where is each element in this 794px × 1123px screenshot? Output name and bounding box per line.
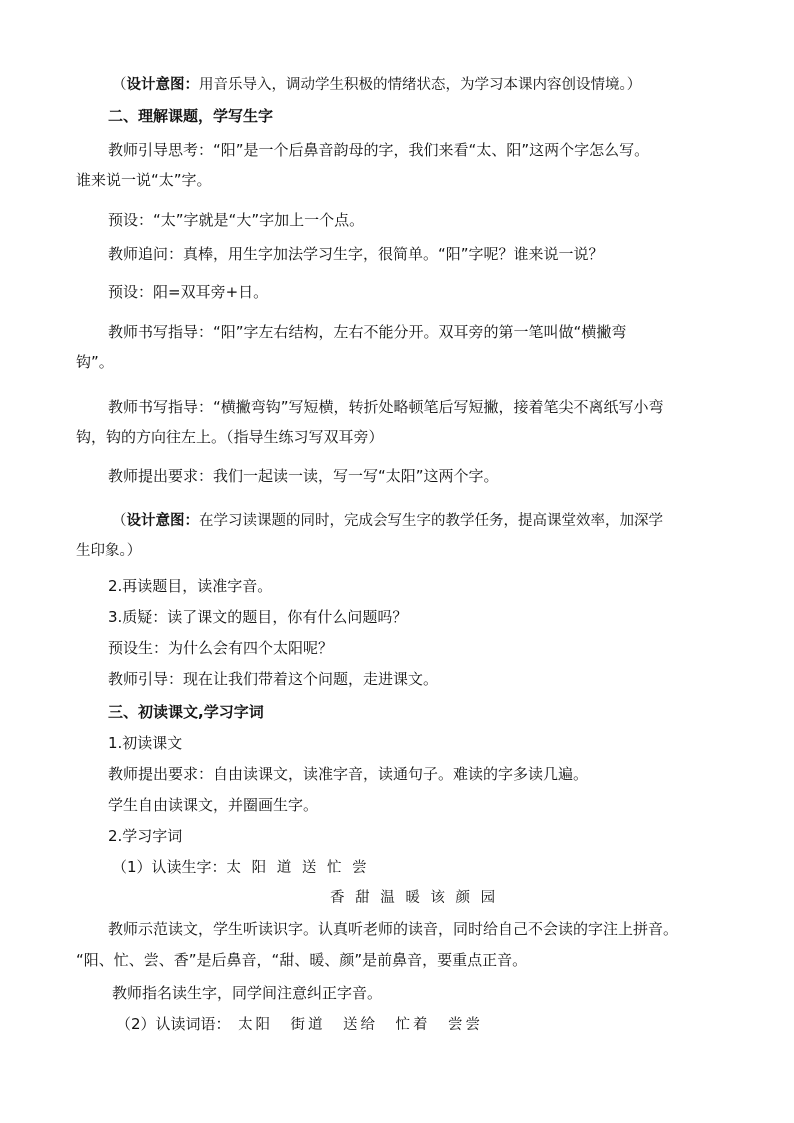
section-heading-2: 二、理解课题，学写生字 [108,107,274,125]
design-intent-1 [112,74,641,96]
paragraph-line: 教师书写指导：“阳”字左右结构，左右不能分开。双耳旁的第一笔叫做“横撇弯 [108,323,627,341]
paragraph-line: 钩”。 [76,353,114,371]
new-characters-label: （1）认读生字： [112,858,227,876]
vocabulary-words: 太阳 街道 送给 忙着 尝尝 [238,1017,484,1033]
design-intent-label: 设计意图： [126,512,199,529]
paragraph-line: 2.学习字词 [108,827,183,845]
paragraph-line: 1.初读课文 [108,734,183,752]
design-intent-body: 用音乐导入，调动学生积极的情绪状态，为学习本课内容创设情境。） [199,77,642,93]
new-characters-row-2: 香 甜 温 暖 该 颜 园 [330,890,499,906]
section-heading-3: 三、初读课文,学习字词 [108,703,264,721]
vocabulary-label: （2）认读词语： [116,1015,224,1033]
paragraph-line: 3.质疑：读了课文的题目，你有什么问题吗？ [108,608,408,626]
paragraph-line: 教师引导：现在让我们带着这个问题，走进课文。 [108,670,439,688]
paragraph-line: 教师指名读生字，同学间注意纠正字音。 [112,984,383,1002]
design-intent-label: 设计意图： [126,76,199,93]
paragraph-line: 预设：“太”字就是“大”字加上一个点。 [108,211,365,229]
paragraph-line: “阳、忙、尝、香”是后鼻音，“甜、暖、颜”是前鼻音，要重点正音。 [76,951,528,969]
paragraph-line: 预设：阳=双耳旁+日。 [108,283,269,301]
vocabulary-row [116,1013,483,1036]
paragraph-line: 谁来说一说“太”字。 [76,171,212,189]
paragraph-line: 教师示范读文，学生听读识字。认真听老师的读音，同时给自己不会读的字注上拼音。 [108,920,679,938]
design-intent-body: 生印象。） [76,543,142,559]
open-paren: （ [112,77,127,93]
paragraph-line: 学生自由读课文，并圈画生字。 [108,796,319,814]
new-characters: 太 阳 道 送 忙 尝 [226,860,370,876]
design-intent-2 [112,510,663,532]
paragraph-line: 钩，钩的方向往左上。（指导生练习写双耳旁） [76,428,384,446]
paragraph-line: 教师提出要求：我们一起读一读，写一写“太阳”这两个字。 [108,467,499,485]
paragraph-line: 预设生：为什么会有四个太阳呢？ [108,639,334,657]
paragraph-line: 教师书写指导：“横撇弯钩”写短横，转折处略顿笔后写短撇，接着笔尖不离纸写小弯 [108,398,664,416]
design-intent-body: 在学习读课题的同时，完成会写生字的教学任务，提高课堂效率，加深学 [199,513,663,529]
paragraph-line: 2.再读题目，读准字音。 [108,577,273,595]
paragraph-line: 教师提出要求：自由读课文，读准字音，读通句子。难读的字多读几遍。 [108,765,589,783]
paragraph-line: 教师追问：真棒，用生字加法学习生字，很简单。“阳”字呢？谁来说一说？ [108,245,604,263]
open-paren: （ [112,513,127,529]
paragraph-line: 教师引导思考：“阳”是一个后鼻音韵母的字，我们来看“太、阳”这两个字怎么写。 [108,141,650,159]
new-characters-row-1 [112,856,370,879]
